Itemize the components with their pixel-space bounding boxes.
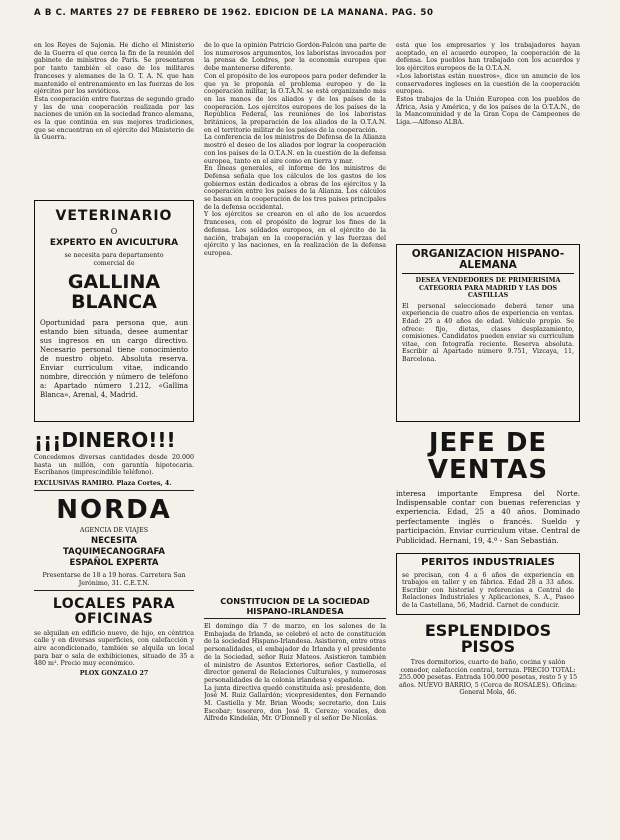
article-continued-right: está que los empresarios y los trabajadores hayan aceptado, en el acuerdo europeo, la cooperación de la defensa. Los pueblos han trabajado con los acuerdos y los ejércitos europeos de la O.T.A.N. «Los laboristas están nuestros», dice un anuncio de los conservadores ingleses en la cuestión de la cooperación europea. Estos trabajos de la Unión Europea con los pueblos de África, Asia y América, y de los países de la O.T.A.N., de la Mancomunidad y de la Gran Copa de Campeones de Liga.—Alfonso ALBA.	[396, 42, 580, 127]
page-header: A B C. MARTES 27 DE FEBRERO DE 1962. EDICION DE LA MAÑANA. PAG. 50	[34, 8, 434, 18]
ad-dinero	[34, 430, 194, 491]
ad-veterinario-intro: se necesita para departamento comercial de	[64, 252, 164, 267]
column-right	[396, 42, 580, 838]
ad-norda	[34, 497, 194, 591]
ad-organizacion	[396, 244, 580, 422]
ad-veterinario-title: VETERINARIO	[55, 208, 173, 224]
ad-dinero-footer: EXCLUSIVAS RAMIRO. Plaza Cortes, 4.	[34, 480, 194, 492]
ad-jefe-title: JEFE DE VENTAS	[427, 428, 549, 486]
ad-norda-sub: AGENCIA DE VIAJES	[79, 526, 149, 534]
ad-pisos	[396, 620, 580, 698]
article-main-middle: de lo que la opinión Patricio Gordón-Falcón una parte de los numerosos argumentos, los laboristas invocados por la prensa de Londres, por la economía europea que debe mantenerse diferente. Con el propósito de los europeos para poder defender la que ya le proponía el problema europeo y de la cooperación militar, la O.T.A.N. se está organizando más en las manos de los aliados y de los países de la cooperación. Los ejércitos europeos de los países de la República Federal, las reuniones de los laboristas británicos, la preparación de los aliados de la O.T.A.N. en el territorio militar de los países de la cooperación. La conferencia de los ministros de Defensa de la Alianza mostró el deseo de los aliados por lograr la cooperación con los países de la O.T.A.N. en la cuestión de la defensa europea, tanto en el aire como en tierra y mar. En líneas generales, el informe de los ministros de Defensa señala que los cálculos de los gastos de los gobiernos están dedicados a obras de los ejércitos y la cooperación entre los países de la Alianza. Los cálculos se basan en la cooperación de los tres países principales de la defensa occidental. Y los ejércitos se crearon en el año de los acuerdos franceses, con el propósito de lograr los fines de la defensa. Los soldados europeos, en el ejército de la nación, trabajan en la cooperación y las fuerzas del ejército y las naciones, en la realización de la defensa europea.	[204, 42, 386, 257]
ad-jefe-body: interesa importante Empresa del Norte. Indispensable contar con buenas referencias y experiencia. Edad, 25 a 40 años. Dominado perfectamente inglés o francés. Sueldo y participación. Enviar curriculum vitae. Central de Publicidad. Hernani, 19, 4.º - San Sebastián.	[396, 488, 580, 545]
ad-dinero-title: ¡¡¡DINERO!!!	[34, 428, 176, 452]
column-left	[34, 42, 194, 838]
ad-organizacion-subtitle: DESEA VENDEDORES DE PRIMERISIMA CATEGORIA PARA MADRID Y LAS DOS CASTILLAS	[415, 277, 561, 300]
ad-locales-footer: PLOX GONZALO 27	[79, 669, 149, 677]
ad-pisos-title: ESPLENDIDOS PISOS	[424, 620, 552, 657]
ad-norda-title: NORDA	[56, 495, 172, 526]
column-middle	[204, 42, 386, 838]
ad-jefe-ventas	[396, 430, 580, 545]
ad-dinero-body: Concedemos diversas cantidades desde 20.000 hasta un millón, con garantía hipotecaria. Escríbanos (imprescindible teléfono).	[34, 454, 194, 477]
ad-pisos-body: Tres dormitorios, cuarto de baño, cocina y salón comedor, calefacción central, terraza. PRECIO TOTAL: 255.000 pesetas. Entrada 100.000 pesetas, resto 5 y 15 años. NUEVO BARRIO, 5 (Cerca de ROSALES). Oficina: General Mola, 46.	[398, 659, 578, 697]
ad-locales	[34, 597, 194, 677]
ad-veterinario-o: O	[110, 226, 118, 236]
ad-organizacion-body: El personal seleccionado deberá tener una experiencia de cuatro años de experiencia en ventas. Edad: 25 a 40 años de edad. Vehículo propio. Se ofrece: fijo, dietas, clases desplazamiento, comisiones. Candidatos pueden enviar su curriculum vitae, con fotografía reciente. Reserva absoluta. Escribir al Apartado número 9.751, Vizcaya, 11, Barcelona.	[402, 302, 574, 363]
ad-veterinario-experto: EXPERTO EN AVICULTURA	[49, 237, 179, 248]
ad-veterinario-brand: GALLINA BLANCA	[67, 271, 161, 314]
ad-veterinario-body: Oportunidad para persona que, aun estando bien situada, desee aumentar sus ingresos en un cargo directivo. Necesario personal tiene conocimiento de nuestro objeto. Absoluta reserva. Enviar curriculum vitae, indicando nombre, dirección y número de teléfono a: Apartado número 1.212, «Gallina Blanca», Arenal, 4, Madrid.	[40, 319, 188, 400]
ad-organizacion-title: ORGANIZACION HISPANO-ALEMANA	[402, 249, 574, 274]
ad-norda-details: Presentarse de 18 a 19 horas. Carretera San Jerónimo, 31. C.E.T.N.	[34, 572, 194, 591]
sociedad-headline: CONSTITUCION DE LA SOCIEDAD HISPANO-IRLANDESA	[204, 596, 386, 619]
ad-locales-body: se alquilan en edificio nuevo, de lujo, en céntrica calle y en diversas superficies, con calefacción y aire acondicionado, también se alquila un local para bar o sala de exhibiciones, situado de 35 a 480 m². Precio muy económico.	[34, 629, 194, 668]
article-continued-left: en los Reyes de Sajonia. He dicho el Ministerio de la Guerra el que cerca la fin de la reunión del gabinete de ministros de París. Se presentaron por tanto también el caso de los militares franceses y alemanes de la O. T. A. N. que han mantenido el entrenamiento en las fuerzas de los ejércitos por los soviéticos. Esta cooperación entre fuerzas de segundo grado y las de una cooperación realizada por las naciones de unión en la sociedad franco alemana, es la que continúa en sus mejores tradiciones, que se encuentran en el ejército del Ministerio de la Guerra.	[34, 42, 194, 142]
ad-peritos-body: se precisan, con 4 a 6 años de experiencia en trabajos en taller y en fábrica. Edad 28 a 33 años. Escribir con historial y referencias a Central de Relaciones Industriales y Aplicaciones, S. A., Paseo de la Castellana, 56, Madrid. Carnet de conducir.	[402, 571, 574, 609]
sociedad-article: El domingo día 7 de marzo, en los salones de la Embajada de Irlanda, se celebró el acto de constitución de la sociedad Hispano-Irlandesa. Asistieron, entre otras personalidades, el embajador de Irlanda y el presidente de la Sociedad, señor Ruiz Mateos. Asistieron también el ministro de Asuntos Exteriores, señor Castiella, el director general de Relaciones Culturales, y numerosas personalidades de la colonia irlandesa y española. La junta directiva quedó constituida así: presidente, don José M. Ruiz Gallardón; vicepresidentes, don Fernando M. Castiella y Mr. Brian Woods; secretario, don Luis Escobar; tesorero, don José R. Cerezo; vocales, don Alfredo Kindelán, Mr. O'Donnell y el señor De Nicolás.	[204, 623, 386, 723]
ad-veterinario	[34, 200, 194, 422]
ad-peritos-title: PERITOS INDUSTRIALES	[421, 557, 555, 569]
ad-peritos	[396, 553, 580, 614]
ad-norda-need: NECESITA TAQUIMECANOGRAFA ESPAÑOL EXPERTA	[63, 536, 165, 569]
ad-locales-title: LOCALES PARA OFICINAS	[52, 596, 176, 628]
